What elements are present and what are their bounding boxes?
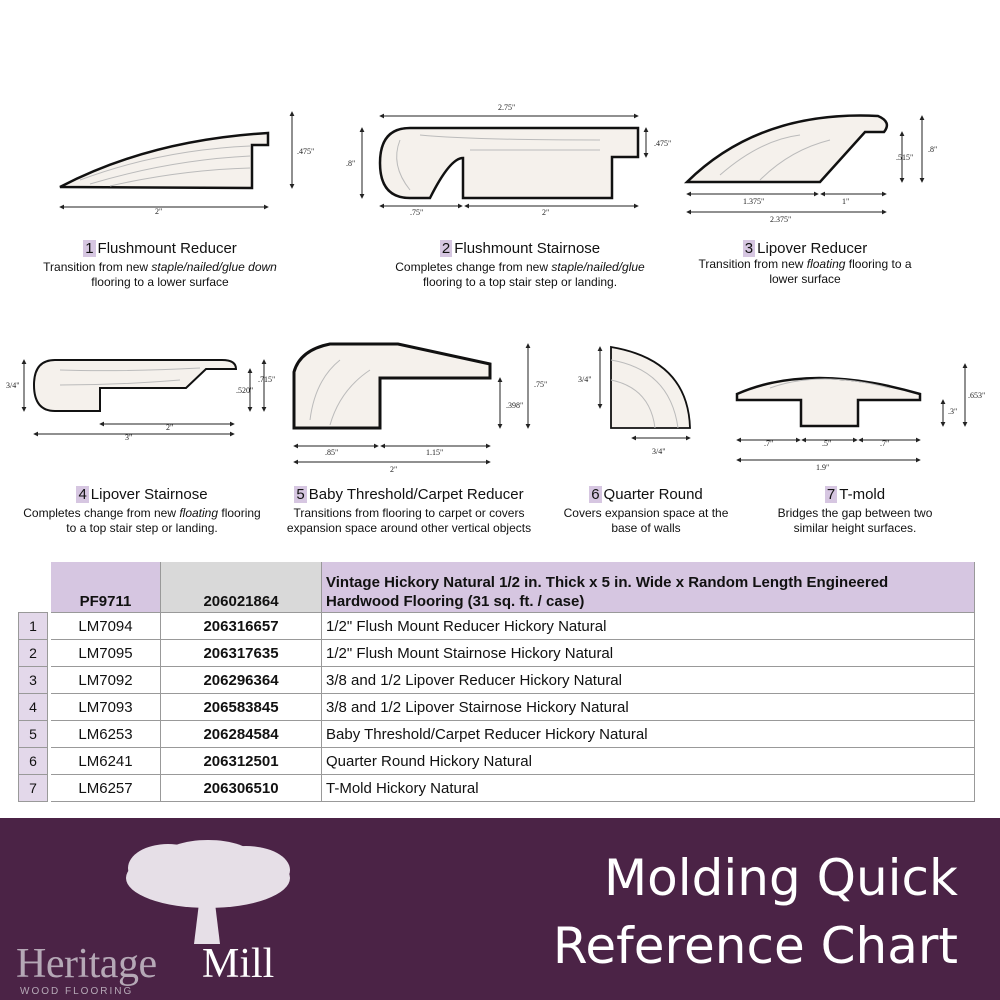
profile-name: Lipover Stairnose [90,486,208,503]
row-number: 6 [19,748,48,775]
flushmount-reducer-profile [60,112,314,216]
profile-number: 5 [296,486,305,503]
profile-name: Flushmount Reducer [97,240,237,257]
row-number: 5 [19,721,48,748]
row-item-id: 206296364 [161,667,322,694]
dim-label: .520" [236,386,254,395]
profile-number: 1 [85,240,94,257]
brand-name-heritage: Heritage [16,941,157,987]
dim-label: 2" [542,208,550,217]
dim-label: 2.375" [770,215,792,224]
row-description: 1/2" Flush Mount Reducer Hickory Natural [322,613,975,640]
profile-name: Quarter Round [603,486,703,503]
caption-flushmount-stairnose [380,240,660,290]
lipover-stairnose-profile [6,360,275,442]
profile-number: 4 [78,486,87,503]
dim-label: 2.75" [498,103,516,112]
table-row [19,775,975,802]
baby-threshold-profile [294,344,547,474]
dim-label: .75" [410,208,424,217]
profile-name: T-mold [839,486,886,503]
dim-label: 1.9" [816,463,830,472]
flushmount-stairnose-profile [346,103,671,217]
dim-label: .653" [968,391,986,400]
row-number: 7 [19,775,48,802]
dim-label: .8" [928,145,938,154]
dim-label: .85" [325,448,339,457]
row-description: Quarter Round Hickory Natural [322,748,975,775]
table-header-row [19,562,975,613]
lipover-reducer-profile [687,116,937,224]
dim-label: 3/4" [652,447,666,456]
row-number: 2 [19,640,48,667]
row-item-id: 206312501 [161,748,322,775]
table-row [19,721,975,748]
header-description: Vintage Hickory Natural 1/2 in. Thick x 5 in. Wide x Random Length Engineered Hardwood Flooring (31 sq. ft. / case) [322,562,975,613]
profile-description: Transition from new staple/nailed/glue down flooring to a lower surface [43,260,277,289]
profile-number: 2 [441,240,451,257]
heritage-mill-logo [16,840,296,997]
profile-description: Transitions from flooring to carpet or covers expansion space around other vertical objects [286,506,532,535]
row-item-id: 206317635 [161,640,322,667]
caption-lipover-reducer [690,240,920,287]
page-title: Molding Quick Reference Chart [552,849,958,975]
dim-label: 1" [842,197,850,206]
table-row [19,640,975,667]
quarter-round-profile [578,347,690,456]
row-sku: LM6241 [51,748,161,775]
oak-tree-icon [108,840,308,950]
row-number: 1 [19,613,48,640]
dim-label: .3" [948,407,958,416]
dim-label: .398" [506,401,524,410]
row-sku: LM7094 [51,613,161,640]
table-row [19,613,975,640]
dim-label: .475" [654,139,672,148]
header-item-id: 206021864 [161,562,322,613]
reference-table [18,562,975,802]
profile-description: Transition from new floating flooring to a lower surface [698,257,912,286]
dim-label: 2" [166,423,174,432]
t-mold-profile [737,364,985,472]
caption-quarter-round [556,486,736,536]
table-row [19,694,975,721]
profile-description: Bridges the gap between two similar height surfaces. [777,506,933,535]
table-row [19,748,975,775]
brand-name-mill: Mill [202,941,275,987]
caption-baby-threshold [268,486,550,536]
dim-label: 2" [390,465,398,474]
row-item-id: 206583845 [161,694,322,721]
row-description: T-Mold Hickory Natural [322,775,975,802]
table-row [19,667,975,694]
dim-label: .8" [346,159,356,168]
caption-t-mold [760,486,950,536]
row-description: 3/8 and 1/2 Lipover Stairnose Hickory Natural [322,694,975,721]
profile-number: 7 [826,486,836,503]
row-description: 3/8 and 1/2 Lipover Reducer Hickory Natural [322,667,975,694]
dim-label: 1.375" [743,197,765,206]
profile-number: 3 [744,240,754,257]
profile-description: Covers expansion space at the base of walls [563,506,729,535]
header-sku: PF9711 [51,562,161,613]
profile-description: Completes change from new staple/nailed/glue flooring to a top stair step or landing. [395,260,645,289]
dim-label: 1.15" [426,448,444,457]
dim-label: .475" [297,147,315,156]
row-item-id: 206306510 [161,775,322,802]
dim-label: .7" [764,439,774,448]
row-sku: LM7093 [51,694,161,721]
row-description: Baby Threshold/Carpet Reducer Hickory Natural [322,721,975,748]
row-sku: LM7095 [51,640,161,667]
profile-name: Baby Threshold/Carpet Reducer [308,486,524,503]
row-item-id: 206284584 [161,721,322,748]
dim-label: .7" [880,439,890,448]
profile-number: 6 [591,486,600,503]
dim-label: .515" [896,153,914,162]
dim-label: 3/4" [6,381,20,390]
row-number: 4 [19,694,48,721]
row-item-id: 206316657 [161,613,322,640]
brand-subtitle: WOOD FLOORING [20,986,134,997]
profile-name: Flushmount Stairnose [454,240,601,257]
profile-description: Completes change from new floating flooring to a top stair step or landing. [23,506,261,535]
dim-label: .5" [822,439,832,448]
footer-banner [0,818,1000,1000]
dim-label: 3" [125,433,133,442]
row-sku: LM6257 [51,775,161,802]
dim-label: 3/4" [578,375,592,384]
row-sku: LM7092 [51,667,161,694]
caption-flushmount-reducer [40,240,280,290]
caption-lipover-stairnose [22,486,262,536]
row-description: 1/2" Flush Mount Stairnose Hickory Natural [322,640,975,667]
dim-label: 2" [155,207,163,216]
dim-label: .715" [258,375,276,384]
dim-label: .75" [534,380,548,389]
row-number: 3 [19,667,48,694]
profile-name: Lipover Reducer [757,240,868,257]
row-sku: LM6253 [51,721,161,748]
